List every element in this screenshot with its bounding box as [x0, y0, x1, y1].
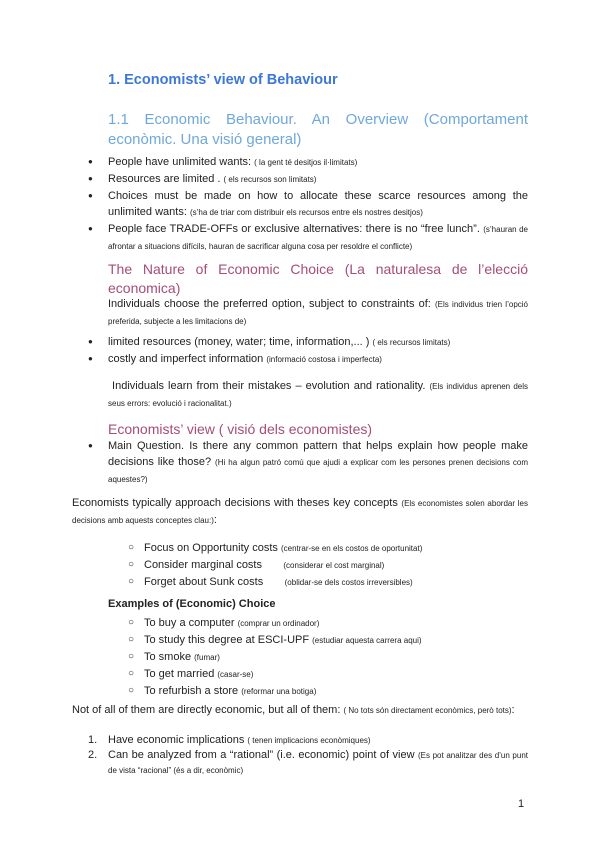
examples-list: [128, 615, 528, 700]
bullet-list-3: [88, 438, 528, 488]
bullet-list-1: [88, 154, 528, 255]
numbered-list: [88, 733, 528, 778]
list-item: ○ Consider marginal costs (considerar el cost marginal): [128, 557, 528, 574]
list-item: ○ To buy a computer (comprar un ordinador): [128, 615, 528, 632]
list-item: ● costly and imperfect information (informació costosa i imperfecta): [88, 351, 528, 368]
list-item: ● People face TRADE-OFFs or exclusive alternatives: there is no “free lunch”. (s’hauran de afrontar a situacions difícils, hauran de sacrificar alguna cosa per resoldre el conflicte): [88, 221, 528, 255]
list-item: 1. Have economic implications ( tenen implicacions econòmiques): [88, 734, 371, 746]
list-item: ● Resources are limited . ( els recursos son limitats): [88, 171, 528, 188]
list-item: ● People have unlimited wants: ( la gent té desitjos il·limitats): [88, 154, 528, 171]
heading-3: The Nature of Economic Choice (La naturalesa de l’elecció economica): [108, 261, 528, 296]
concepts-paragraph: Economists typically approach decisions with theses key concepts (Els economistes solen abordar les decisions amb aquests conceptes clau:):: [72, 497, 528, 526]
list-item: 2. Can be analyzed from a “rational” (i.e. economic) point of view (Es pot analitzar des d’un punt de vista “racional” (és a dir, econòmic): [88, 749, 528, 775]
nature-paragraph: Individuals choose the preferred option, subject to constraints of: (Els individus trien l’opció preferida, subjecte a les limitacions de): [108, 298, 528, 326]
list-item: ● Main Question. Is there any common pattern that helps explain how people make decisions like those? (Hi ha algun patró comú que ajudi a explicar com les persones prenen decisions com aquestes?): [88, 438, 528, 488]
learn-paragraph: Individuals learn from their mistakes – evolution and rationality. (Els individus aprenen dels seus errors: evolució i racionalitat.): [108, 380, 529, 408]
list-item: ○ Focus on Opportunity costs (centrar-se en els costos de oportunitat): [128, 540, 528, 557]
not-all-paragraph: Not of all of them are directly economic, but all of them: ( No tots són directament econòmics, però tots):: [72, 704, 515, 716]
bullet-list-2: [88, 334, 528, 368]
list-item: ○ To get married (casar-se): [128, 666, 528, 683]
concepts-list: [128, 540, 528, 591]
list-item: ○ To refurbish a store (reformar una botiga): [128, 683, 528, 700]
examples-title: Examples of (Economic) Choice: [108, 598, 276, 610]
heading-2: 1.1 Economic Behaviour. An Overview (Comportament econòmic. Una visió general): [108, 111, 528, 148]
list-item: ○ Forget about Sunk costs (oblidar-se dels costos irreversibles): [128, 574, 528, 591]
heading-4: Economists’ view ( visió dels economistes): [108, 421, 373, 437]
list-item: ○ To study this degree at ESCI-UPF (estudiar aquesta carrera aqui): [128, 632, 528, 649]
heading-1: 1. Economists’ view of Behaviour: [108, 72, 338, 88]
list-item: ● limited resources (money, water; time, information,... ) ( els recursos limitats): [88, 334, 528, 351]
list-item: ○ To smoke (fumar): [128, 649, 528, 666]
page-number: 1: [518, 798, 525, 810]
list-item: ● Choices must be made on how to allocate these scarce resources among the unlimited wants: (s’ha de triar com distribuir els recursos entre els nostres desitjos): [88, 188, 528, 221]
